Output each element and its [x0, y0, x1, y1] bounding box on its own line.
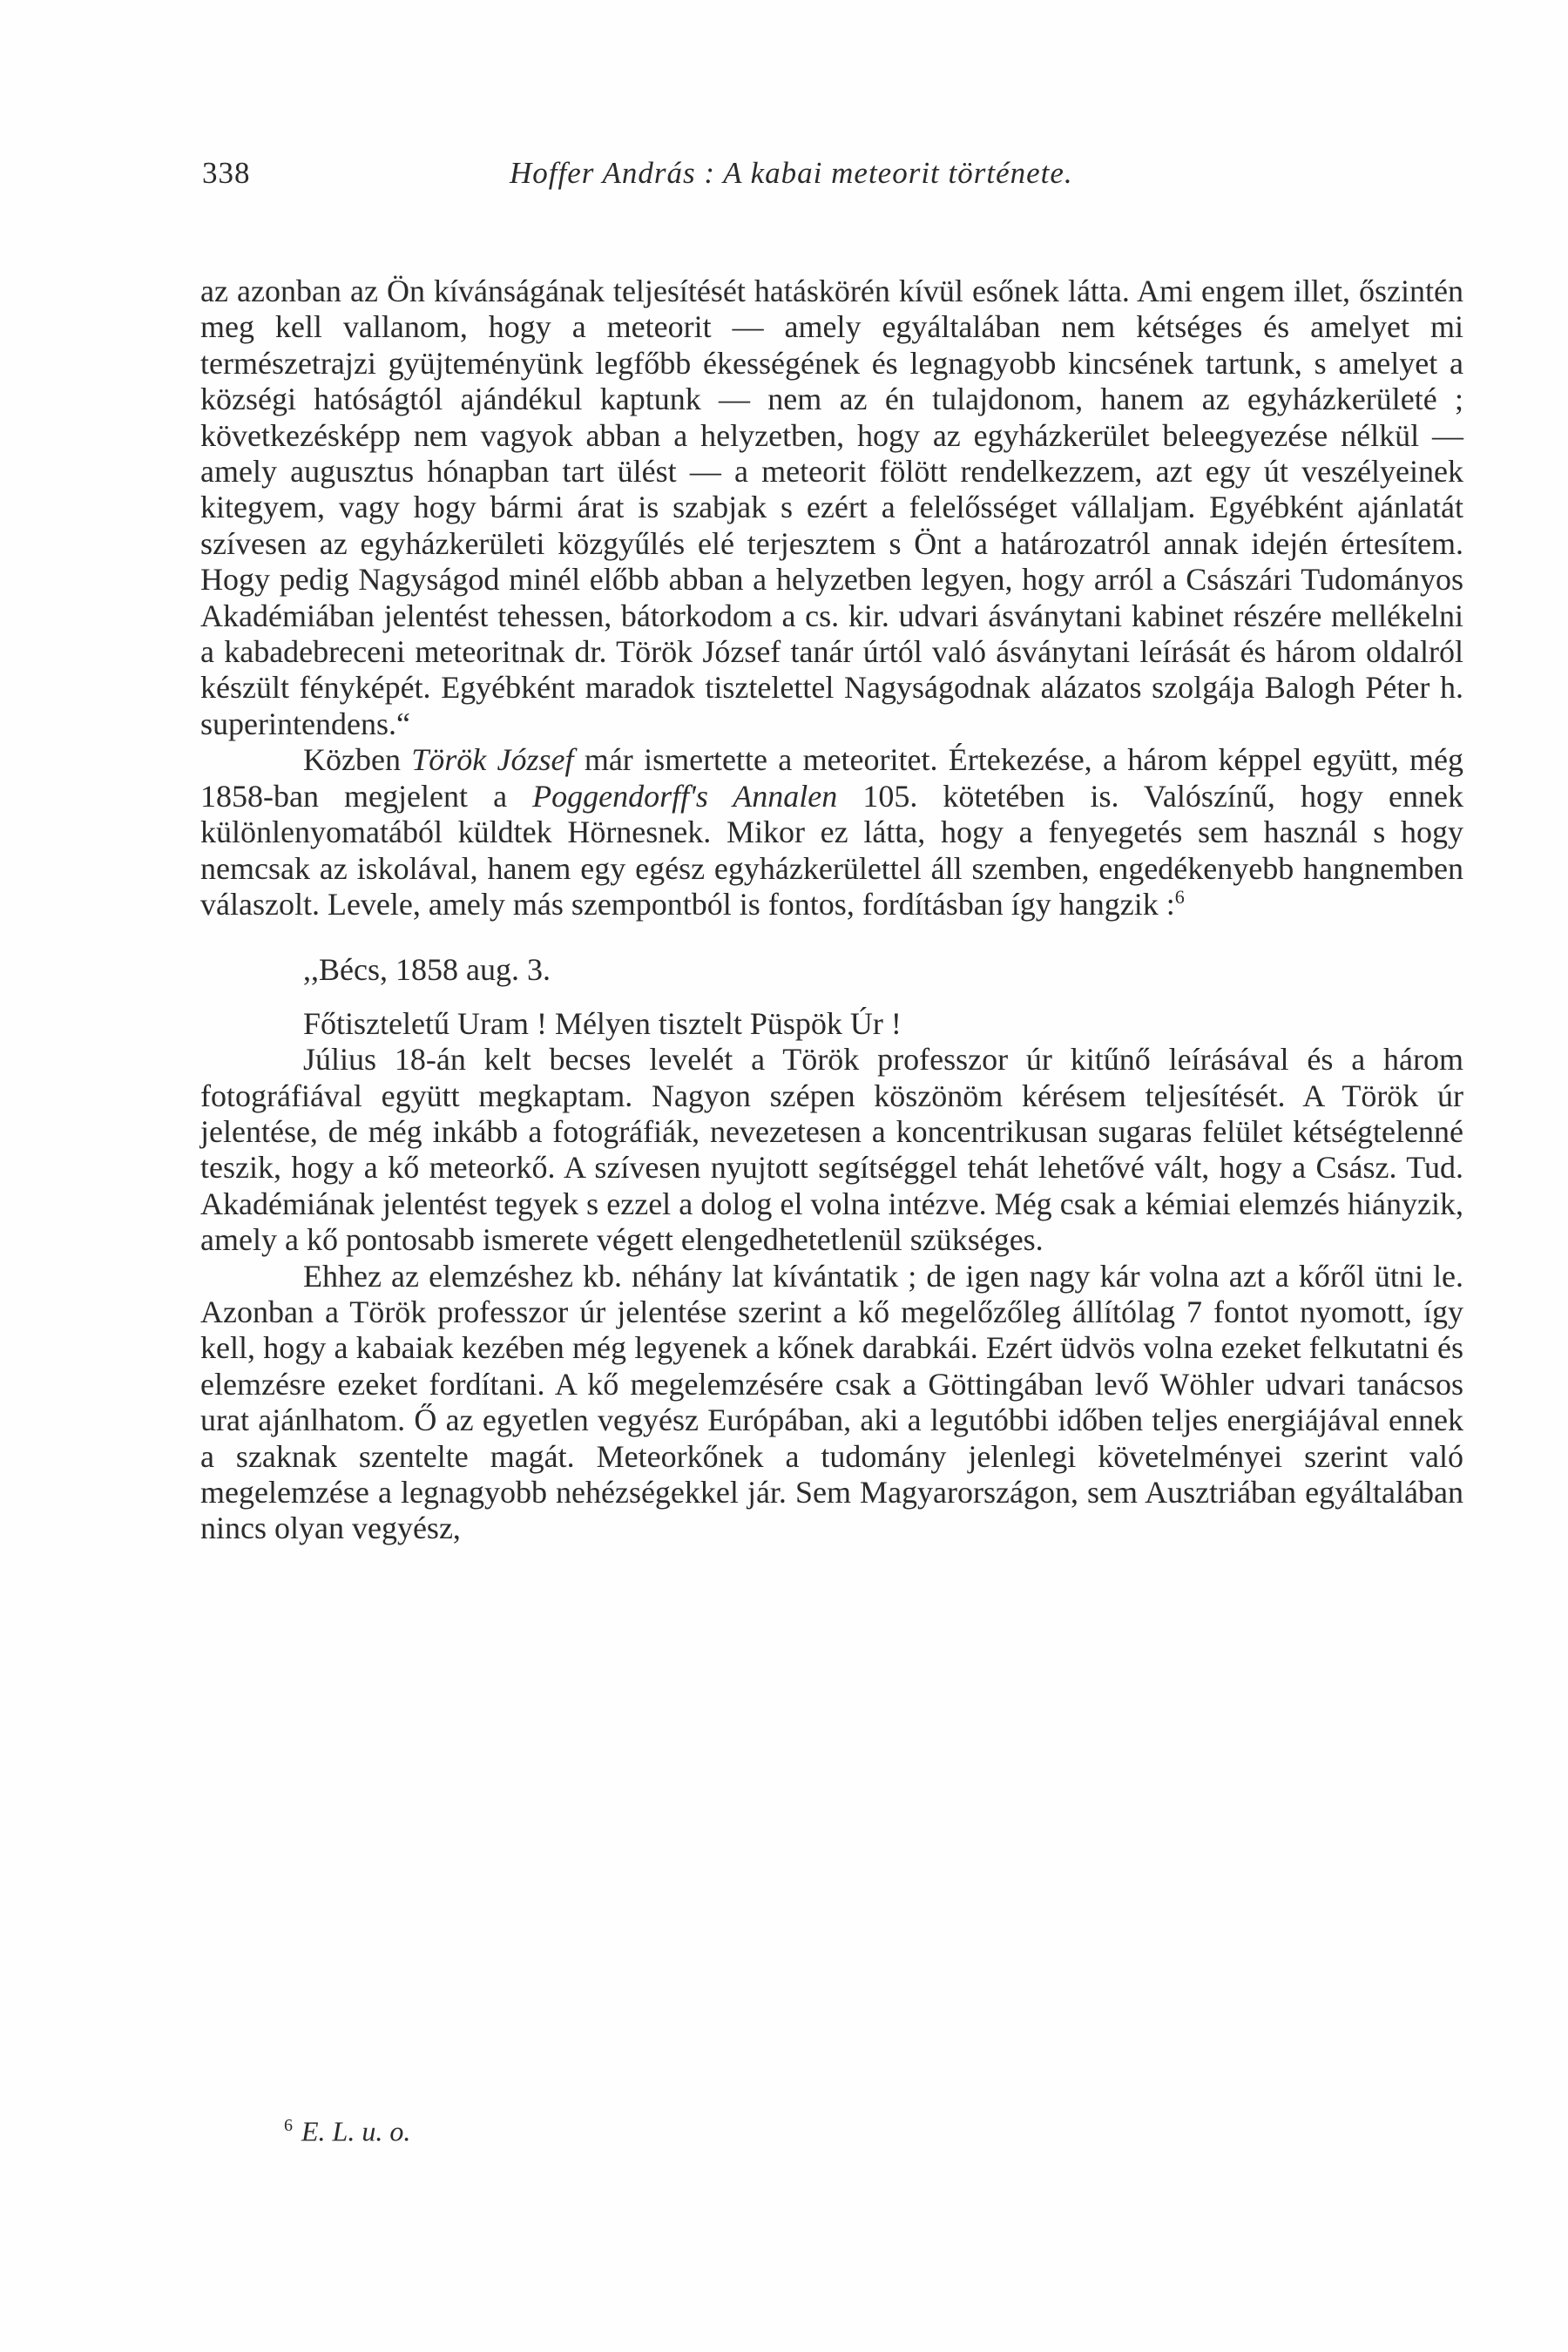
footnote-mark: 6: [284, 2116, 293, 2135]
paragraph-letter-body-2: Ehhez az elemzéshez kb. néhány lat kívántatik ; de igen nagy kár volna azt a kőről ütni le. Azonban a Török professzor úr jelentése szerint a kő megelőzőleg állítólag 7 fontot nyomott, így kell, hogy a kabaiak kezében még legyenek a kőnek darabkái. Ezért üdvös volna ezeket felkutatni és elemzésre ezeket fordítani. A kő megelemzésére csak a Göttingában levő Wöhler udvari tanácsos urat ajánlhatom. Ő az egyetlen vegyész Európában, aki a legutóbbi időben teljes energiájával ennek a szaknak szentelte magát. Meteorkőnek a tudomány jelenlegi követelményei szerint való megelemzése a legnagyobb nehézségekkel jár. Sem Magyarországon, sem Ausztriában egyáltalában nincs olyan vegyész,: [200, 1258, 1463, 1546]
paragraph-letter-ending: az azonban az Ön kívánságának teljesítését hatáskörén kívül esőnek látta. Ami engem illet, őszintén meg kell vallanom, hogy a meteorit — amely egyáltalában nem kétséges és amelyet mi természetrajzi gyüjteményünk legfőbb ékességének és legnagyobb kincsének tartunk, s amelyet a községi hatóságtól ajándékul kaptunk — nem az én tulajdonom, hanem az egyházkerületé ; következésképp nem vagyok abban a helyzetben, hogy az egyházkerület beleegyezése nélkül — amely augusztus hónapban tart ülést — a meteorit fölött rendelkezzem, azt egy út veszélyeinek kitegyem, vagy hogy bármi árat is szabjak s ezért a felelősséget vállaljam. Egyébként ajánlatát szívesen az egyházkerületi közgyűlés elé terjesztem s Önt a határozatról annak idején értesítem. Hogy pedig Nagyságod minél előbb abban a helyzetben legyen, hogy arról a Császári Tudományos Akadémiában jelentést tehessen, bátorkodom a cs. kir. udvari ásványtani kabinet részére mellékelni a kabadebreceni meteoritnak dr. Török József tanár úrtól való ásványtani leírását és három oldalról készült fényképét. Egyébként maradok tisztelettel Nagyságodnak alázatos szolgája Balogh Péter h. superintendens.“: [200, 274, 1463, 741]
paragraph-torok-publication: [200, 742, 1463, 923]
letter-salutation: Főtiszteletű Uram ! Mélyen tisztelt Püspök Úr !: [303, 1005, 902, 1041]
paragraph-text: Közben: [303, 742, 412, 778]
paragraph-text: már ismertette a meteoritet. Értekezése, a három képpel együtt, még 1858-ban megjelent a: [200, 742, 1463, 814]
person-name: Török József: [411, 742, 574, 778]
paragraph-text: 105. kötetében is. Valószínű, hogy ennek különlenyomatából küldtek Hörnesnek. Mikor ez látta, hogy a fenyegetés sem használ s hogy nemcsak az iskolával, hanem egy egész egyházkerülettel áll szemben, engedékenyebb hangnemben válaszolt. Levele, amely más szempontból is fontos, fordításban így hangzik :: [200, 778, 1464, 922]
letter-dateline: ,,Bécs, 1858 aug. 3.: [303, 952, 551, 988]
paragraph-letter-body-1: Július 18-án kelt becses levelét a Török professzor úr kitűnő leírásával és a három fotográfiával együtt megkaptam. Nagyon szépen köszönöm kérésem teljesítését. A Török úr jelentése, de még inkább a fotográfiák, nevezetesen a koncentrikusan sugaras felület kétségtelenné teszik, hogy a kő meteorkő. A szívesen nyujtott segítséggel tehát lehetővé vált, hogy a Csász. Tud. Akadémiának jelentést tegyek s ezzel a dolog el volna intézve. Még csak a kémiai elemzés hiányzik, amely a kő pontosabb ismerete végett elengedhetetlenül szükséges.: [200, 1042, 1463, 1258]
journal-title: Poggendorff's Annalen: [532, 778, 838, 814]
footnote-text: E. L. u. o.: [301, 2115, 411, 2147]
footnote-reference: 6: [1174, 885, 1185, 908]
body-text: [200, 274, 1463, 1547]
running-head: [202, 152, 1465, 195]
page-number: 338: [202, 156, 251, 190]
footnote: [284, 2108, 410, 2149]
running-title: Hoffer András : A kabai meteorit története.: [510, 156, 1073, 190]
